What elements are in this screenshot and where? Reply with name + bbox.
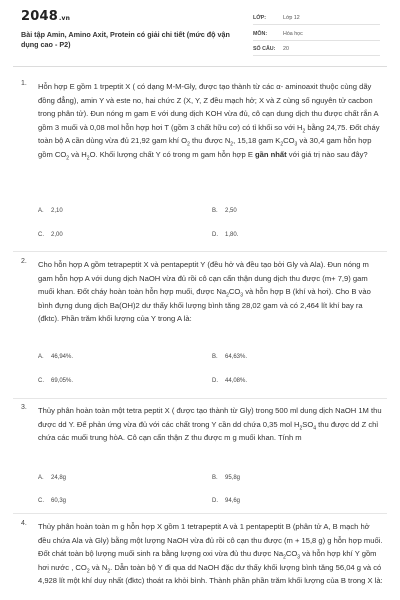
question-4 (21, 520, 386, 600)
answer-option-a[interactable]: A. 24,8g (38, 475, 67, 481)
question-number: 1. (21, 80, 27, 87)
answer-option-d[interactable]: D. 94,6g (212, 498, 241, 504)
meta-key: LỚP: (253, 15, 267, 21)
answer-option-b[interactable]: B. 2,50 (212, 208, 237, 214)
answer-option-b[interactable]: B. 64,63%. (212, 354, 248, 360)
question-separator (13, 251, 387, 252)
meta-value: Hóa học (283, 31, 303, 37)
question-text: Thủy phân hoàn toàn m g hỗn hợp X gồm 1 tetrapeptit A và 1 pentapeptit B (phân tử A, B mạch hở đều chứa Ala và Gly) bằng một lượng NaOH vừa đủ rồi cô cạn thu được (m + 15,8 g) g hỗn hợp muối. Đốt chát toàn bộ lượng muối sinh ra bằng lượng oxi vừa đủ thu được $Na_2CO_3$ và hỗn hợp khí Y gồm hơi nước , $CO_2$ và $N_2$. Dẫn toàn bộ Y đi qua dd NaOH đặc dư thấy khối lượng bình tăng 56,04 g và có 4,928 lít một khí duy nhất (đktc) thoát ra khỏi bình. Thành phần phần trăm khối lượng của B trong X là: (38, 522, 383, 586)
meta-value: Lớp 12 (283, 15, 300, 21)
answer-option-c[interactable]: C. 60,3g (38, 498, 67, 504)
answer-option-c[interactable]: C. 69,05%. (38, 378, 74, 384)
answer-option-a[interactable]: A. 46,94%. (38, 354, 74, 360)
meta-row-subject (253, 28, 380, 41)
question-text: Hỗn hợp E gồm 1 trpeptit X ( có dạng M-M-Gly, được tạo thành từ các α- aminoaxit thuộc cùng dãy đồng đẳng), amin Y và este no, hai chức Z (X, Y, Z đều mạch hở; X và Z cùng số nguyên tử cacbon trong phân tử). Đun nóng m gam E với dung dịch KOH vừa đủ, cô cạn dung dịch thu được chất rắn A gồm 3 muối và 0,08 mol hỗn hợp hơi T (gồm 3 chất hữu cơ) có tỉ khối so với $H_2$ bằng 24,75. Đốt cháy toàn bộ A cần dùng vừa đủ 21,92 gam khí $O_2$ thu được $N_2$, 15,18 gam $K_2CO_3$ và 30,4 gam hỗn hợp gồm $CO_2$ và $H_2O$. Khối lượng chất Y có trong m gam hỗn hợp E gần nhất với giá trị nào sau đây? (38, 82, 380, 162)
question-number: 3. (21, 404, 27, 411)
meta-key: MÔN: (253, 31, 268, 37)
meta-value: 20 (283, 46, 289, 52)
question-1 (21, 80, 386, 250)
page-header (0, 0, 400, 64)
question-text: Cho hỗn hợp A gồm tetrapeptit X và pentapeptit Y (đều hở và đều tạo bởi Gly và Ala). Đun nóng m gam hỗn hợp A với dung dịch NaOH vừa đủ rồi cô cạn cẩn thận dung dịch thu được (m+ 7,9) gam muối khan. Đốt cháy hoàn toàn hỗn hợp muối, được $Na_2CO_3$ và hỗn hợp B (khí và hơi). Cho B vào bình đựng dung dịch Ba(OH)2 dư thấy khối lượng bình tăng 28,02 gam và có 2,464 lít khí bay ra (đktc). Phần trăm khối lượng của Y trong A là: (38, 260, 371, 324)
answer-option-a[interactable]: A. 2,10 (38, 208, 63, 214)
question-text: Thủy phân hoàn toàn một tetra peptit X ( được tạo thành từ Gly) trong 500 ml dung dịch NaOH 1M thu được dd Y. Để phản ứng vừa đủ với các chất trong Y cần dd chứa 0,35 mol $H_2SO_4$ thu được dd Z chỉ chứa các muối trung hòA. Cô cạn cẩn thận Z thu được m g muối khan. Tính m (38, 406, 382, 443)
answer-option-b[interactable]: B. 95,8g (212, 475, 241, 481)
header-divider (13, 66, 387, 67)
meta-key: SỐ CÂU: (253, 46, 276, 52)
answer-option-d[interactable]: D. 1,80. (212, 232, 239, 238)
meta-row-question-count (253, 43, 380, 56)
document-title: Bài tập Amin, Amino Axit, Protein có giải chi tiết (mức độ vận dụng cao - P2) (21, 30, 230, 49)
question-2 (21, 258, 386, 393)
question-3 (21, 404, 386, 514)
question-number: 4. (21, 520, 27, 527)
meta-row-class (253, 12, 380, 25)
question-separator (13, 398, 387, 399)
answer-option-d[interactable]: D. 44,08%. (212, 378, 248, 384)
answer-option-c[interactable]: C. 2,00 (38, 232, 63, 238)
site-logo[interactable]: 2048.vn (21, 9, 71, 24)
question-separator (13, 513, 387, 514)
question-number: 2. (21, 258, 27, 265)
